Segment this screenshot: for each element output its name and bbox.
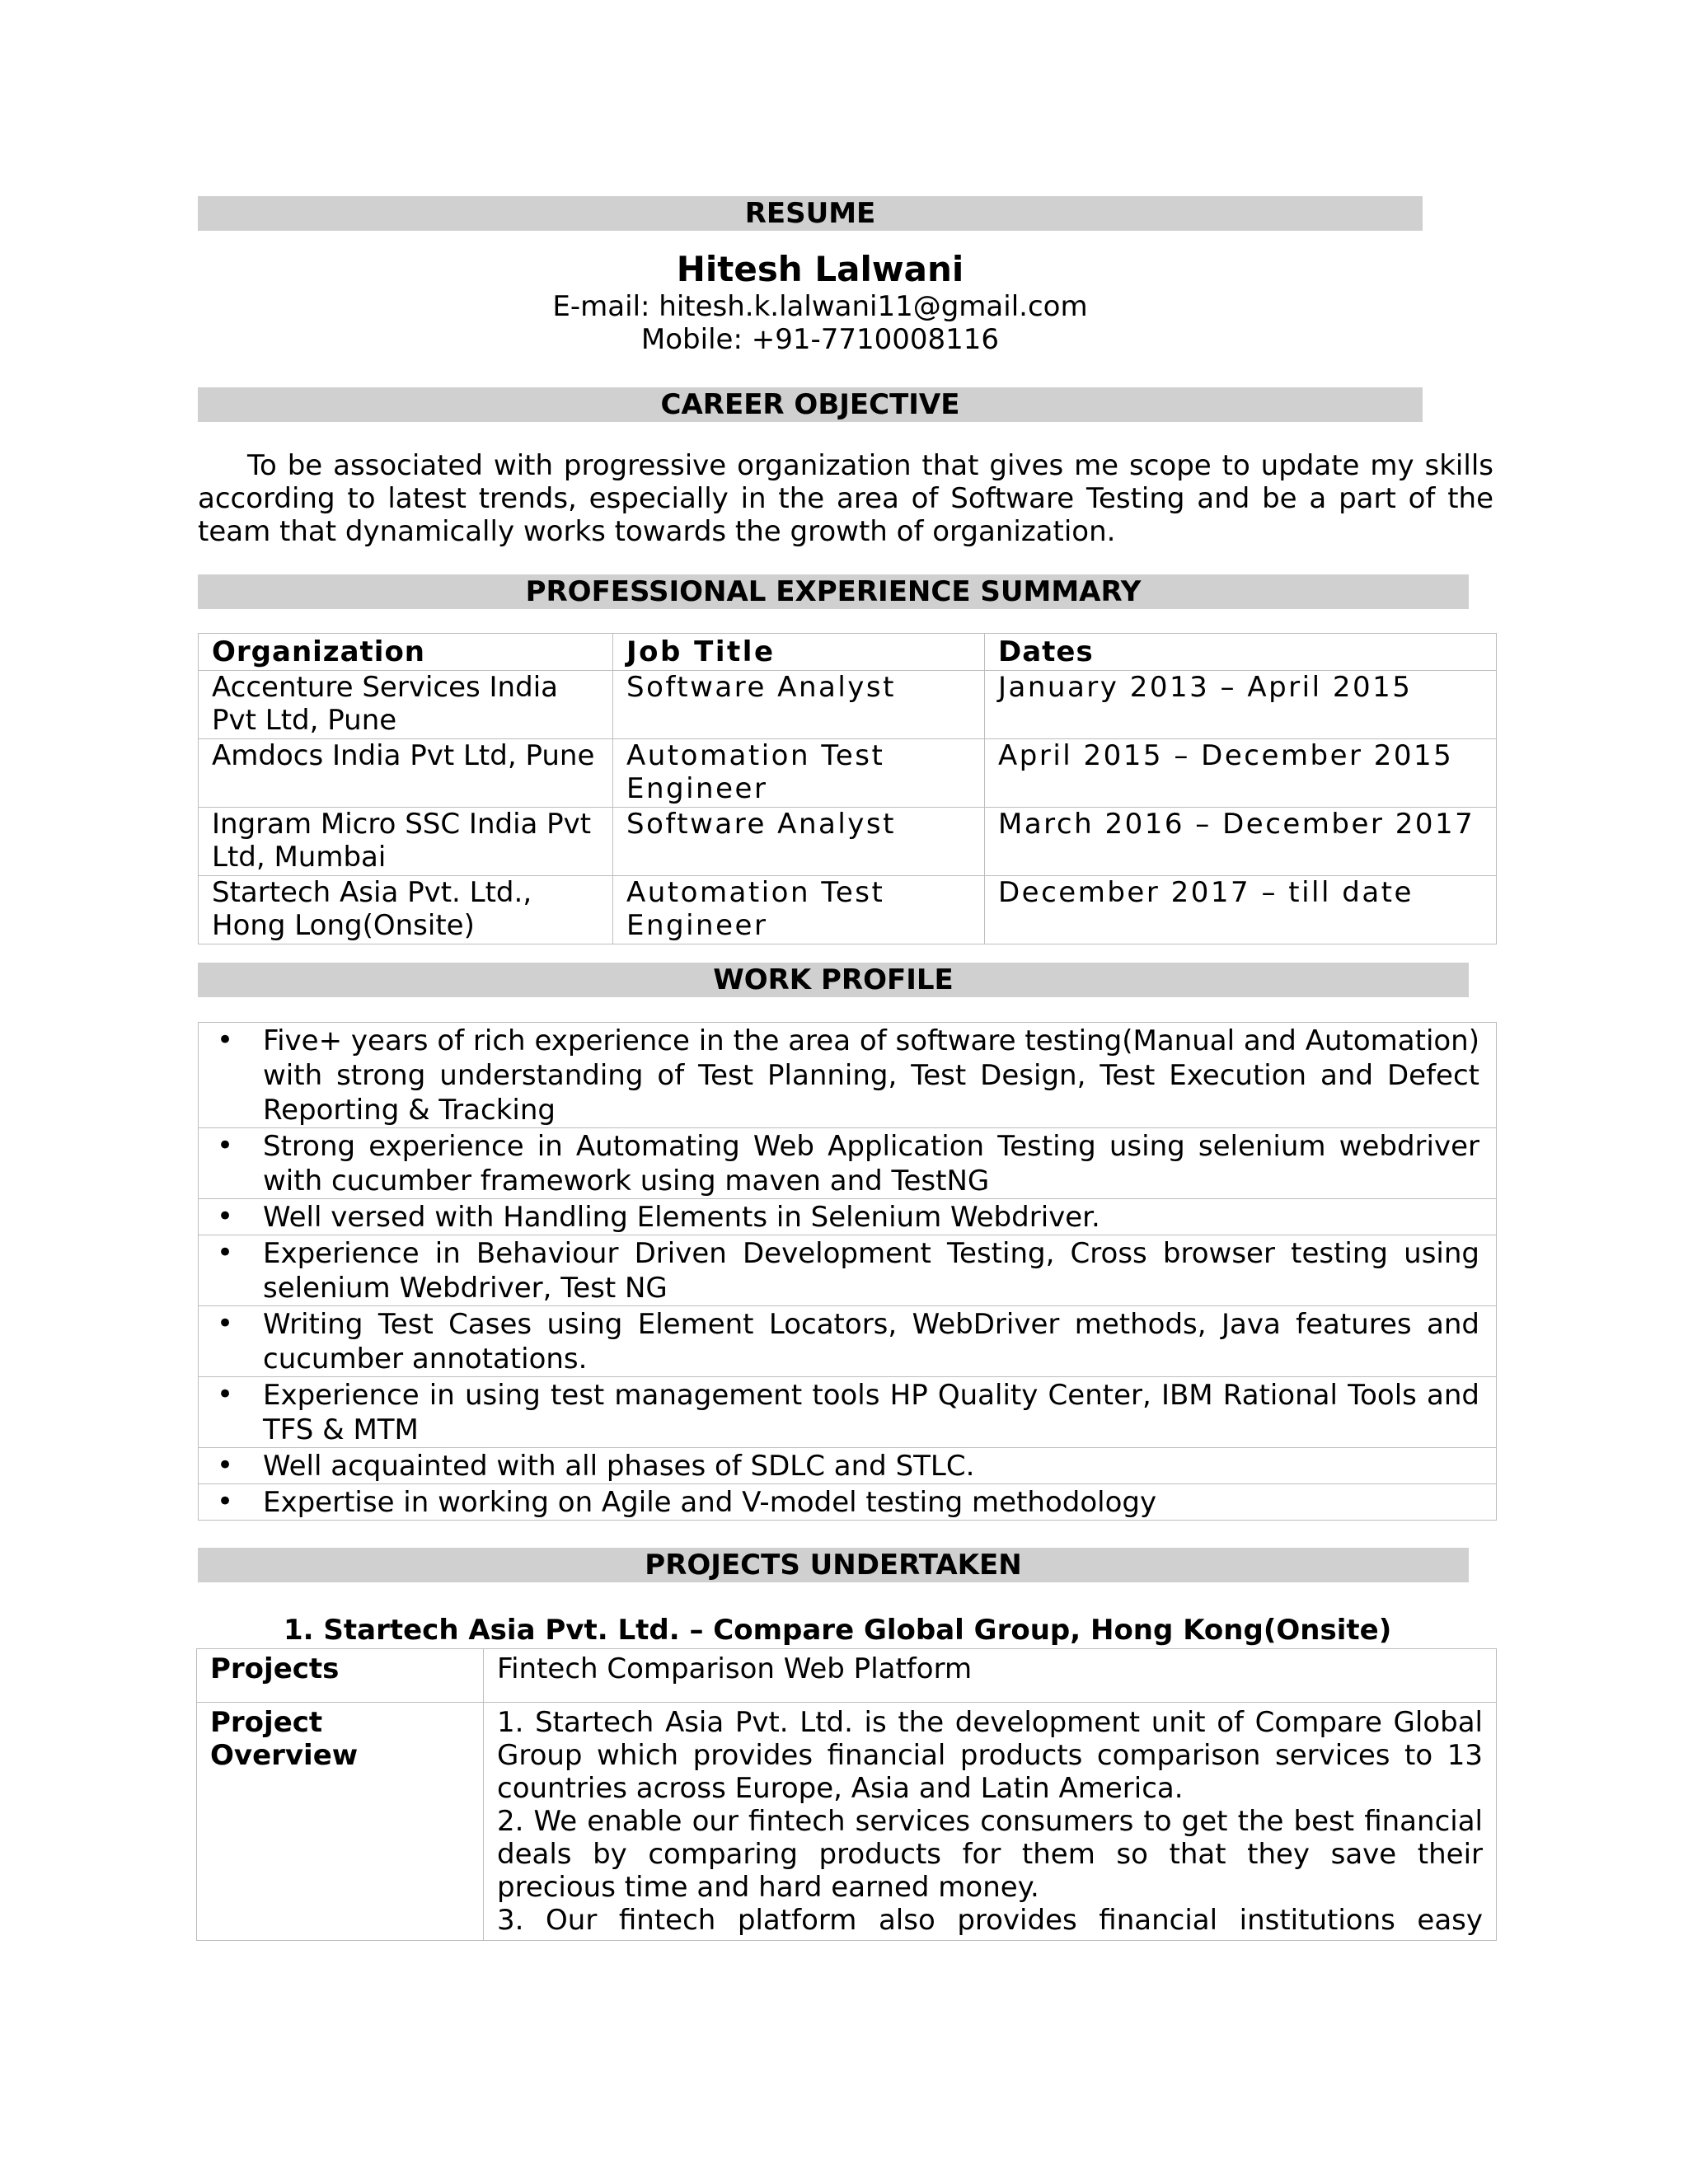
list-item — [199, 1199, 1497, 1235]
resume-title-bar: RESUME — [198, 196, 1423, 231]
bullet: • — [217, 1449, 234, 1482]
email-line: E-mail: hitesh.k.lalwani11@gmail.com — [552, 290, 1088, 323]
work-profile-heading: WORK PROFILE — [198, 963, 1469, 997]
projects-heading: PROJECTS UNDERTAKEN — [198, 1548, 1469, 1582]
list-item-text: Five+ years of rich experience in the area of software testing(Manual and Automation) with strong understanding of Test Planning, Test Design, Test Execution and Defect Reporting & Tracking — [263, 1024, 1479, 1127]
list-item — [199, 1484, 1497, 1521]
bullet: • — [217, 1307, 234, 1340]
list-item-text: Well acquainted with all phases of SDLC and STLC. — [263, 1450, 975, 1483]
list-item-text: Writing Test Cases using Element Locators, WebDriver methods, Java features and cucumber annotations. — [263, 1308, 1479, 1376]
bullet: • — [217, 1024, 234, 1057]
bullet: • — [217, 1129, 234, 1162]
overview-line: 2. We enable our fintech services consumers to get the best financial deals by comparing products for them so that they save their precious time and hard earned money. — [497, 1805, 1483, 1904]
table-row — [197, 1703, 1497, 1941]
list-item — [199, 1306, 1497, 1377]
career-objective-heading: CAREER OBJECTIVE — [198, 387, 1423, 422]
project-1-title: 1. Startech Asia Pvt. Ltd. – Compare Global Group, Hong Kong(Onsite) — [284, 1614, 1392, 1647]
cell-value-projects: Fintech Comparison Web Platform — [484, 1649, 1497, 1703]
list-item — [199, 1128, 1497, 1199]
overview-line: 1. Startech Asia Pvt. Ltd. is the development unit of Compare Global Group which provides financial products comparison services to 13 countries across Europe, Asia and Latin America. — [497, 1706, 1483, 1805]
work-profile-list — [198, 1022, 1497, 1521]
cell-key-projects: Projects — [197, 1649, 484, 1703]
cell-value-project-overview — [484, 1703, 1497, 1941]
list-item-text: Strong experience in Automating Web Application Testing using selenium webdriver with cucumber framework using maven and TestNG — [263, 1130, 1479, 1197]
cell-dates: March 2016 – December 2017 — [985, 808, 1497, 876]
table-row — [199, 739, 1497, 808]
cell-job-title: Software Analyst — [613, 671, 985, 739]
list-item — [199, 1448, 1497, 1484]
table-row — [199, 671, 1497, 739]
bullet: • — [217, 1200, 234, 1233]
cell-organization: Accenture Services India Pvt Ltd, Pune — [199, 671, 613, 739]
list-item — [199, 1377, 1497, 1448]
list-item-text: Experience in using test management tools HP Quality Center, IBM Rational Tools and TFS & MTM — [263, 1379, 1479, 1446]
experience-table — [198, 633, 1497, 944]
experience-heading: PROFESSIONAL EXPERIENCE SUMMARY — [198, 574, 1469, 609]
list-item — [199, 1235, 1497, 1306]
column-header-dates: Dates — [985, 634, 1497, 671]
cell-dates: April 2015 – December 2015 — [985, 739, 1497, 808]
cell-organization: Ingram Micro SSC India Pvt Ltd, Mumbai — [199, 808, 613, 876]
cell-organization: Startech Asia Pvt. Ltd., Hong Long(Onsite) — [199, 876, 613, 944]
project-1-table — [196, 1648, 1497, 1941]
column-header-job-title: Job Title — [613, 634, 985, 671]
career-objective-text: To be associated with progressive organization that gives me scope to update my skills according to latest trends, especially in the area of Software Testing and be a part of the team that dynamically works towards the growth of organization. — [198, 449, 1493, 548]
bullet: • — [217, 1378, 234, 1411]
cell-job-title: Software Analyst — [613, 808, 985, 876]
experience-header-row — [199, 634, 1497, 671]
cell-organization: Amdocs India Pvt Ltd, Pune — [199, 739, 613, 808]
table-row — [197, 1649, 1497, 1703]
list-item-text: Expertise in working on Agile and V-model testing methodology — [263, 1486, 1157, 1519]
list-item-text: Experience in Behaviour Driven Development Testing, Cross browser testing using selenium Webdriver, Test NG — [263, 1237, 1479, 1305]
cell-dates: January 2013 – April 2015 — [985, 671, 1497, 739]
bullet: • — [217, 1485, 234, 1518]
column-header-organization: Organization — [199, 634, 613, 671]
table-row — [199, 876, 1497, 944]
cell-job-title: Automation Test Engineer — [613, 876, 985, 944]
cell-key-project-overview: Project Overview — [197, 1703, 484, 1941]
table-row — [199, 808, 1497, 876]
bullet: • — [217, 1236, 234, 1269]
list-item — [199, 1023, 1497, 1128]
cell-dates: December 2017 – till date — [985, 876, 1497, 944]
mobile-line: Mobile: +91-7710008116 — [640, 323, 1000, 356]
cell-job-title: Automation Test Engineer — [613, 739, 985, 808]
list-item-text: Well versed with Handling Elements in Selenium Webdriver. — [263, 1201, 1100, 1234]
candidate-name: Hitesh Lalwani — [676, 249, 964, 289]
overview-line: 3. Our fintech platform also provides financial institutions easy — [497, 1904, 1483, 1937]
